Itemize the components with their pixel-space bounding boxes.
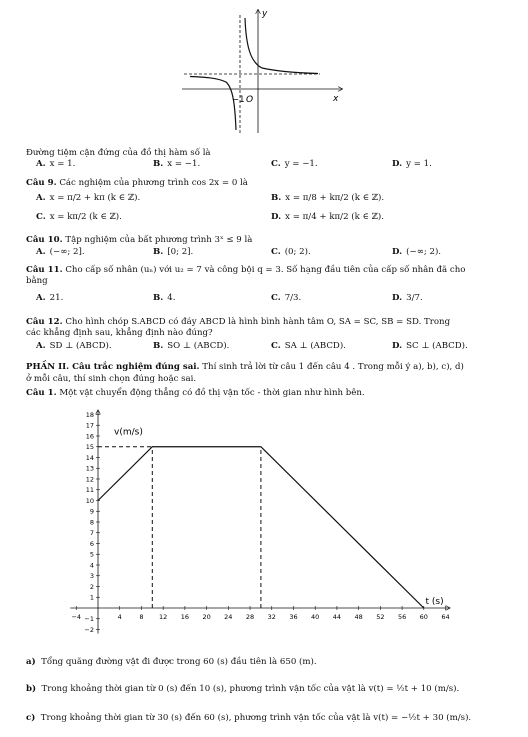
graph1-y-label: y [262, 9, 268, 19]
q11-option-a[interactable]: A. 21. [36, 293, 64, 303]
q11-stem [26, 265, 510, 276]
q8-option-d[interactable]: D. y = 1. [392, 159, 432, 169]
y-tick-label: 4 [89, 561, 94, 570]
q9-option-d[interactable]: D. x = π/4 + kπ/2 (k ∈ ℤ). [271, 212, 385, 222]
c1-item-c-text: Trong khoảng thời gian từ 30 (s) đến 60 (s), phương trình vận tốc của vật là v(t) = −½t + 30 (m/s). [40, 713, 472, 723]
hyperbola-left-branch [190, 77, 236, 131]
q11-option-d[interactable]: D. 3/7. [392, 293, 423, 303]
q10-option-b-text: [0; 2]. [167, 247, 194, 257]
q8-option-c-text: y = −1. [284, 159, 318, 169]
q10-option-b[interactable]: B. [0; 2]. [153, 247, 194, 257]
y-tick-label: 18 [85, 410, 94, 419]
q11-option-b-text: 4. [167, 293, 176, 303]
chart-xlabel: t (s) [425, 597, 444, 607]
x-tick-label: 16 [180, 613, 190, 621]
part2-line2: ở mỗi câu, thí sinh chọn đúng hoặc sai. [26, 374, 197, 384]
y-tick-label: 2 [89, 582, 94, 591]
c1-item-a-text: Tổng quãng đường vật đi được trong 60 (s) đầu tiên là 650 (m). [41, 657, 317, 667]
q10-option-a-text: (−∞; 2]. [49, 247, 85, 257]
graph1-x-label: x [333, 94, 339, 104]
part2-line1 [26, 362, 510, 373]
y-tick-label: 15 [85, 443, 94, 452]
q10-option-c-text: (0; 2). [284, 247, 311, 257]
q8-text: Đường tiệm cận đứng của đồ thị hàm số là [26, 148, 211, 158]
graph1-neg1-label: −1 [232, 95, 245, 105]
q10-option-d[interactable]: D. (−∞; 2). [392, 247, 442, 257]
q11-label: Câu 11. [26, 265, 63, 275]
x-tick-label: 32 [267, 613, 276, 621]
q11-option-c-text: 7/3. [284, 293, 302, 303]
y-tick-label: 17 [85, 421, 94, 430]
q11-option-a-text: 21. [49, 293, 64, 303]
q10-stem [26, 235, 510, 246]
x-tick-label: 48 [354, 613, 363, 621]
c1-label: Câu 1. [26, 388, 57, 398]
q8-option-a-text: x = 1. [49, 159, 76, 169]
q11-text-cont: bằng [26, 276, 48, 286]
c1-item-c[interactable] [26, 713, 510, 724]
hyperbola-right-branch [245, 18, 318, 74]
q9-option-b[interactable]: B. x = π/8 + kπ/2 (k ∈ ℤ). [271, 193, 385, 203]
q11-option-d-text: 3/7. [406, 293, 423, 303]
c1-item-b-key: b) [26, 684, 37, 694]
q11-text: Cho cấp số nhân (uₙ) với u₂ = 7 và công bội q = 3. Số hạng đầu tiên của cấp số nhân đã cho [65, 265, 466, 275]
y-tick-label: 8 [89, 518, 94, 527]
x-tick-label: 24 [224, 613, 233, 621]
q8-option-b[interactable]: B. x = −1. [153, 159, 201, 169]
q12-option-a[interactable]: A. SD ⊥ (ABCD). [36, 341, 112, 351]
x-tick-label: 12 [159, 613, 168, 621]
q9-option-a[interactable]: A. x = π/2 + kπ (k ∈ ℤ). [36, 193, 141, 203]
y-tick-label: 13 [85, 464, 94, 473]
q10-label: Câu 10. [26, 235, 63, 245]
c1-item-b-text: Trong khoảng thời gian từ 0 (s) đến 10 (s), phương trình vận tốc của vật là v(t) = ½t + 10 (m/s). [41, 684, 460, 694]
q10-option-a[interactable]: A. (−∞; 2]. [36, 247, 85, 257]
y-tick-label: −2 [84, 625, 94, 634]
c1-item-a-key: a) [26, 657, 36, 667]
velocity-time-chart [0, 400, 528, 645]
x-tick-label: −4 [71, 613, 82, 621]
q12-option-b-text: SO ⊥ (ABCD). [167, 341, 230, 351]
q11-option-c[interactable]: C. 7/3. [271, 293, 302, 303]
x-tick-label: 20 [202, 613, 211, 621]
x-tick-label: 28 [245, 613, 255, 621]
q12-option-d[interactable]: D. SC ⊥ (ABCD). [392, 341, 468, 351]
chart-ylabel: v(m/s) [114, 427, 143, 438]
y-tick-label: 7 [89, 529, 94, 538]
q12-text-cont: các khẳng định sau, khẳng định nào đúng? [26, 328, 213, 338]
y-tick-label: 12 [85, 475, 94, 484]
q9-option-a-text: x = π/2 + kπ (k ∈ ℤ). [49, 193, 141, 203]
x-tick-label: 52 [376, 613, 385, 621]
q10-option-c[interactable]: C. (0; 2). [271, 247, 311, 257]
x-tick-label: 8 [139, 613, 144, 621]
x-tick-label: 56 [397, 613, 407, 621]
x-tick-label: 60 [419, 613, 428, 621]
q9-option-d-text: x = π/4 + kπ/2 (k ∈ ℤ). [285, 212, 385, 222]
hyperbola-graph [0, 0, 528, 140]
x-tick-label: 44 [332, 613, 342, 621]
part2-text: Thí sinh trả lời từ câu 1 đến câu 4 . Trong mỗi ý a), b), c), d) [202, 362, 464, 372]
y-tick-label: 1 [89, 593, 94, 602]
y-tick-label: 10 [85, 496, 94, 505]
c1-item-b[interactable] [26, 684, 510, 695]
q12-option-d-text: SC ⊥ (ABCD). [406, 341, 468, 351]
q9-text: Các nghiệm của phương trình cos 2x = 0 là [59, 178, 248, 188]
q8-option-c[interactable]: C. y = −1. [271, 159, 318, 169]
graph1-origin-label: O [246, 95, 254, 105]
x-tick-label: 36 [289, 613, 298, 621]
q12-option-b[interactable]: B. SO ⊥ (ABCD). [153, 341, 230, 351]
q9-option-c-text: x = kπ/2 (k ∈ ℤ). [49, 212, 122, 222]
x-tick-label: 64 [441, 613, 450, 621]
c1-item-a[interactable] [26, 657, 510, 668]
q8-option-a[interactable]: A. x = 1. [36, 159, 76, 169]
q9-option-b-text: x = π/8 + kπ/2 (k ∈ ℤ). [285, 193, 385, 203]
q9-label: Câu 9. [26, 178, 57, 188]
q10-option-d-text: (−∞; 2). [406, 247, 442, 257]
y-tick-label: 11 [85, 486, 94, 495]
q12-stem [26, 317, 510, 328]
y-tick-label: 3 [89, 572, 94, 581]
q12-option-c-text: SA ⊥ (ABCD). [284, 341, 346, 351]
y-tick-label: 9 [89, 507, 94, 516]
q9-stem [26, 178, 510, 189]
q10-text: Tập nghiệm của bất phương trình 3ˣ ≤ 9 là [65, 235, 253, 245]
q12-label: Câu 12. [26, 317, 63, 327]
q8-option-d-text: y = 1. [406, 159, 432, 169]
x-tick-label: 4 [117, 613, 122, 621]
x-tick-label: 40 [311, 613, 320, 621]
q12-option-c[interactable]: C. SA ⊥ (ABCD). [271, 341, 346, 351]
q12-option-a-text: SD ⊥ (ABCD). [49, 341, 112, 351]
part2-heading: PHẦN II. Câu trắc nghiệm đúng sai. [26, 362, 200, 372]
c1-stem [26, 388, 510, 399]
q9-option-c[interactable]: C. x = kπ/2 (k ∈ ℤ). [36, 212, 122, 222]
c1-item-c-key: c) [26, 713, 36, 723]
q8-option-b-text: x = −1. [167, 159, 201, 169]
y-tick-label: 6 [89, 539, 94, 548]
q12-text: Cho hình chóp S.ABCD có đáy ABCD là hình bình hành tâm O, SA = SC, SB = SD. Trong [65, 317, 451, 327]
y-tick-label: 16 [85, 432, 94, 441]
y-tick-label: 14 [85, 453, 94, 462]
y-tick-label: −1 [84, 615, 94, 624]
q11-option-b[interactable]: B. 4. [153, 293, 176, 303]
y-tick-label: 5 [89, 550, 94, 559]
c1-text: Một vật chuyển động thẳng có đồ thị vận tốc - thời gian như hình bên. [59, 388, 365, 398]
